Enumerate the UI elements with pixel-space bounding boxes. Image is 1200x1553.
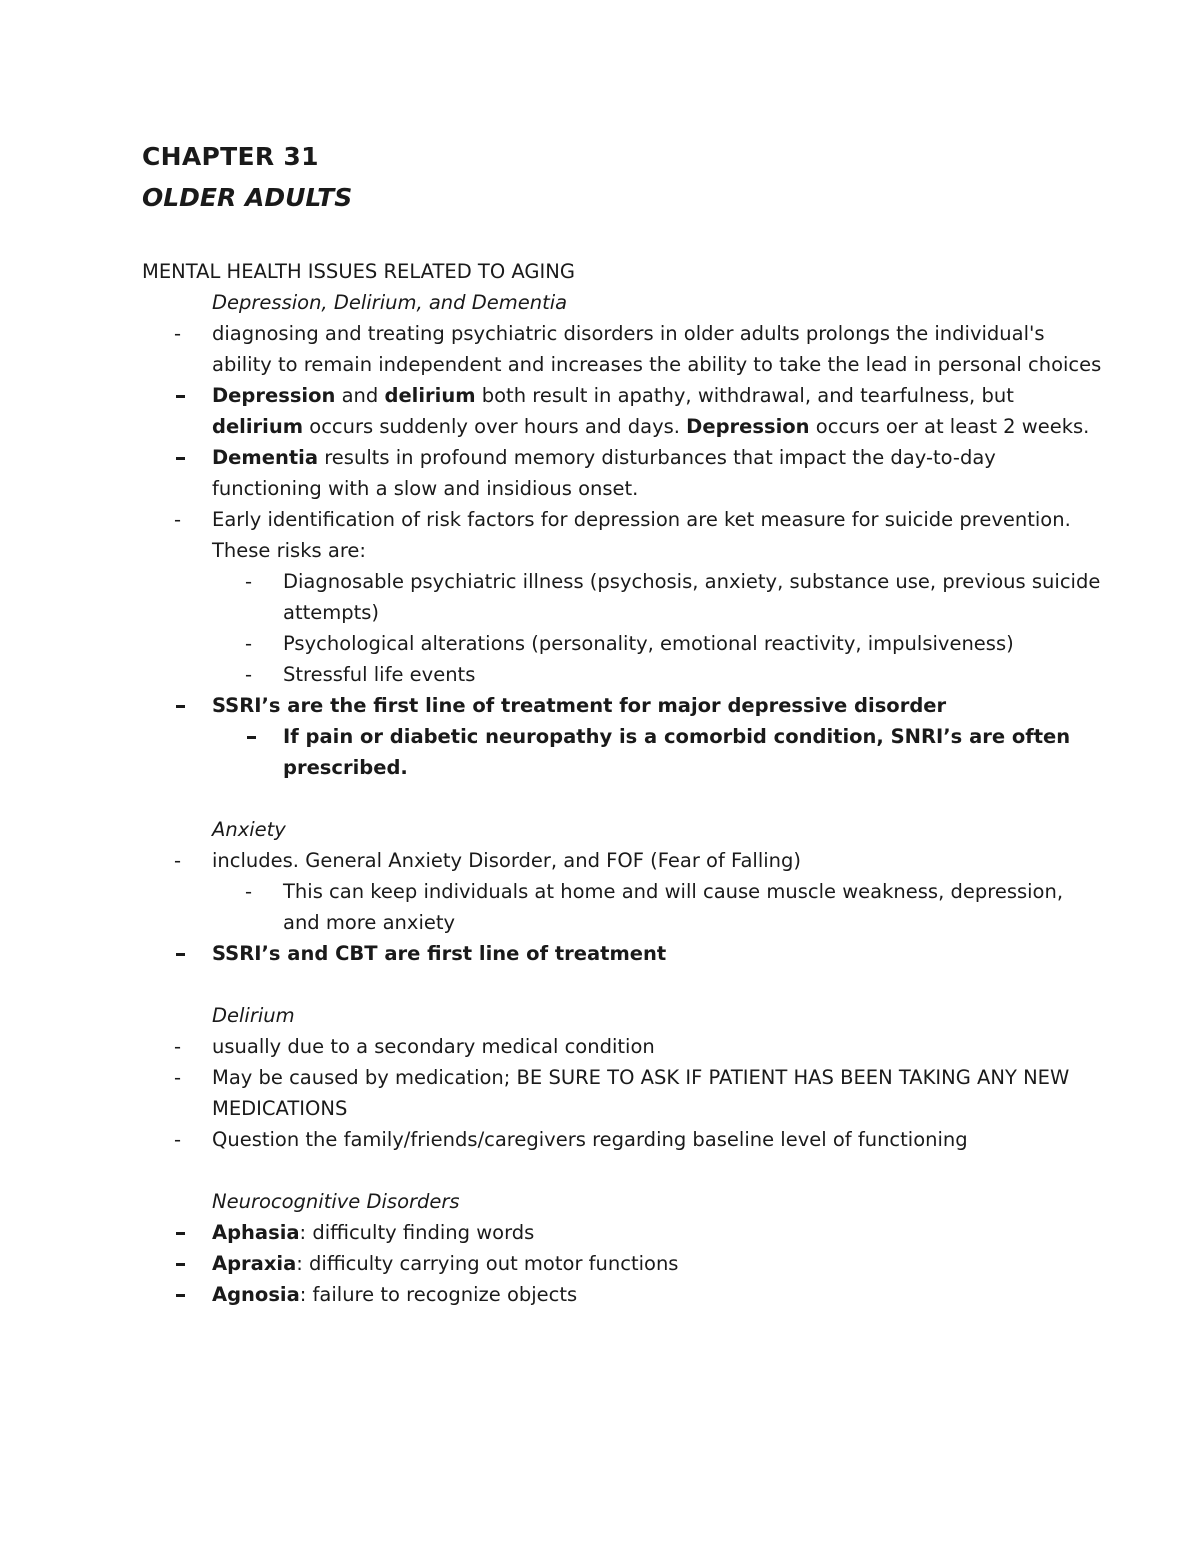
list-item-text: Diagnosable psychiatric illness (psychosis, anxiety, substance use, previous suicide attempts) bbox=[283, 570, 1101, 624]
list-item-text: May be caused by medication; BE SURE TO ASK IF PATIENT HAS BEEN TAKING ANY NEW MEDICATIONS bbox=[212, 1066, 1070, 1120]
dash-bullet bbox=[174, 1062, 194, 1093]
dash-bullet bbox=[174, 1124, 194, 1155]
list-item bbox=[142, 442, 1102, 504]
sub-list-item bbox=[142, 876, 1102, 938]
section-heading: MENTAL HEALTH ISSUES RELATED TO AGING bbox=[142, 260, 575, 283]
dash-bullet bbox=[174, 1031, 194, 1062]
dash-bullet bbox=[245, 659, 265, 690]
group-title-neurocognitive-disorders: Neurocognitive Disorders bbox=[212, 1190, 460, 1213]
list-item-text: occurs oer at least 2 weeks. bbox=[809, 415, 1090, 438]
list-item bbox=[142, 1217, 1102, 1248]
list-item bbox=[142, 1062, 1102, 1124]
sub-list-item bbox=[142, 659, 1102, 690]
list-item-text: : difficulty carrying out motor functions bbox=[296, 1252, 679, 1275]
list-item bbox=[142, 938, 1102, 969]
dash-bullet bbox=[245, 876, 265, 907]
sub-list-item bbox=[142, 628, 1102, 659]
list-item-text: diagnosing and treating psychiatric disorders in older adults prolongs the individual's ability to remain independent and increases the ability to take the lead in personal choices bbox=[212, 322, 1102, 376]
notes-body bbox=[142, 256, 1102, 1310]
list-item bbox=[142, 845, 1102, 876]
list-item bbox=[142, 380, 1102, 442]
list-item bbox=[142, 1248, 1102, 1279]
chapter-subtitle: OLDER ADULTS bbox=[142, 183, 353, 212]
list-item-text: This can keep individuals at home and will cause muscle weakness, depression, and more anxiety bbox=[283, 880, 1064, 934]
list-item bbox=[142, 1031, 1102, 1062]
term-delirium: delirium bbox=[212, 415, 304, 438]
term-delirium: delirium bbox=[384, 384, 476, 407]
chapter-title: CHAPTER 31 bbox=[142, 142, 319, 171]
term-aphasia: Aphasia bbox=[212, 1221, 300, 1244]
term-depression: Depression bbox=[686, 415, 810, 438]
term-depression: Depression bbox=[212, 384, 336, 407]
spacer bbox=[142, 783, 1102, 814]
dash-bullet bbox=[174, 504, 194, 535]
list-item-text: Question the family/friends/caregivers regarding baseline level of functioning bbox=[212, 1128, 968, 1151]
list-item bbox=[142, 690, 1102, 721]
list-item bbox=[142, 318, 1102, 380]
dash-bullet bbox=[174, 845, 194, 876]
list-item-text: Early identification of risk factors for depression are ket measure for suicide prevention. These risks are: bbox=[212, 508, 1071, 562]
list-item bbox=[142, 1124, 1102, 1155]
term-apraxia: Apraxia bbox=[212, 1252, 297, 1275]
list-item-text: usually due to a secondary medical condition bbox=[212, 1035, 655, 1058]
list-item-text: SSRI’s are the first line of treatment for major depressive disorder bbox=[212, 694, 947, 717]
spacer bbox=[142, 1155, 1102, 1186]
term-agnosia: Agnosia bbox=[212, 1283, 300, 1306]
list-item bbox=[142, 1279, 1102, 1310]
list-item-text: Stressful life events bbox=[283, 663, 476, 686]
group-title-depression-delirium-dementia: Depression, Delirium, and Dementia bbox=[212, 291, 568, 314]
dash-bullet bbox=[245, 628, 265, 659]
list-item-text: both result in apathy, withdrawal, and tearfulness, but bbox=[475, 384, 1014, 407]
spacer bbox=[142, 969, 1102, 1000]
dash-bullet bbox=[174, 318, 194, 349]
list-item-text: includes. General Anxiety Disorder, and FOF (Fear of Falling) bbox=[212, 849, 802, 872]
list-item-text: : difficulty finding words bbox=[299, 1221, 535, 1244]
dash-bullet bbox=[245, 566, 265, 597]
list-item-text: and bbox=[335, 384, 385, 407]
list-item-text: : failure to recognize objects bbox=[299, 1283, 578, 1306]
sub-list-item bbox=[142, 566, 1102, 628]
group-title-delirium: Delirium bbox=[212, 1004, 295, 1027]
group-title-anxiety: Anxiety bbox=[212, 818, 286, 841]
list-item-text: occurs suddenly over hours and days. bbox=[303, 415, 687, 438]
list-item-text: results in profound memory disturbances that impact the day-to-day functioning with a slow and insidious onset. bbox=[212, 446, 996, 500]
sub-list-item bbox=[142, 721, 1102, 783]
list-item-text: SSRI’s and CBT are first line of treatment bbox=[212, 942, 667, 965]
list-item-text: Psychological alterations (personality, emotional reactivity, impulsiveness) bbox=[283, 632, 1014, 655]
term-dementia: Dementia bbox=[212, 446, 319, 469]
list-item bbox=[142, 504, 1102, 566]
list-item-text: If pain or diabetic neuropathy is a comorbid condition, SNRI’s are often prescribed. bbox=[283, 725, 1071, 779]
